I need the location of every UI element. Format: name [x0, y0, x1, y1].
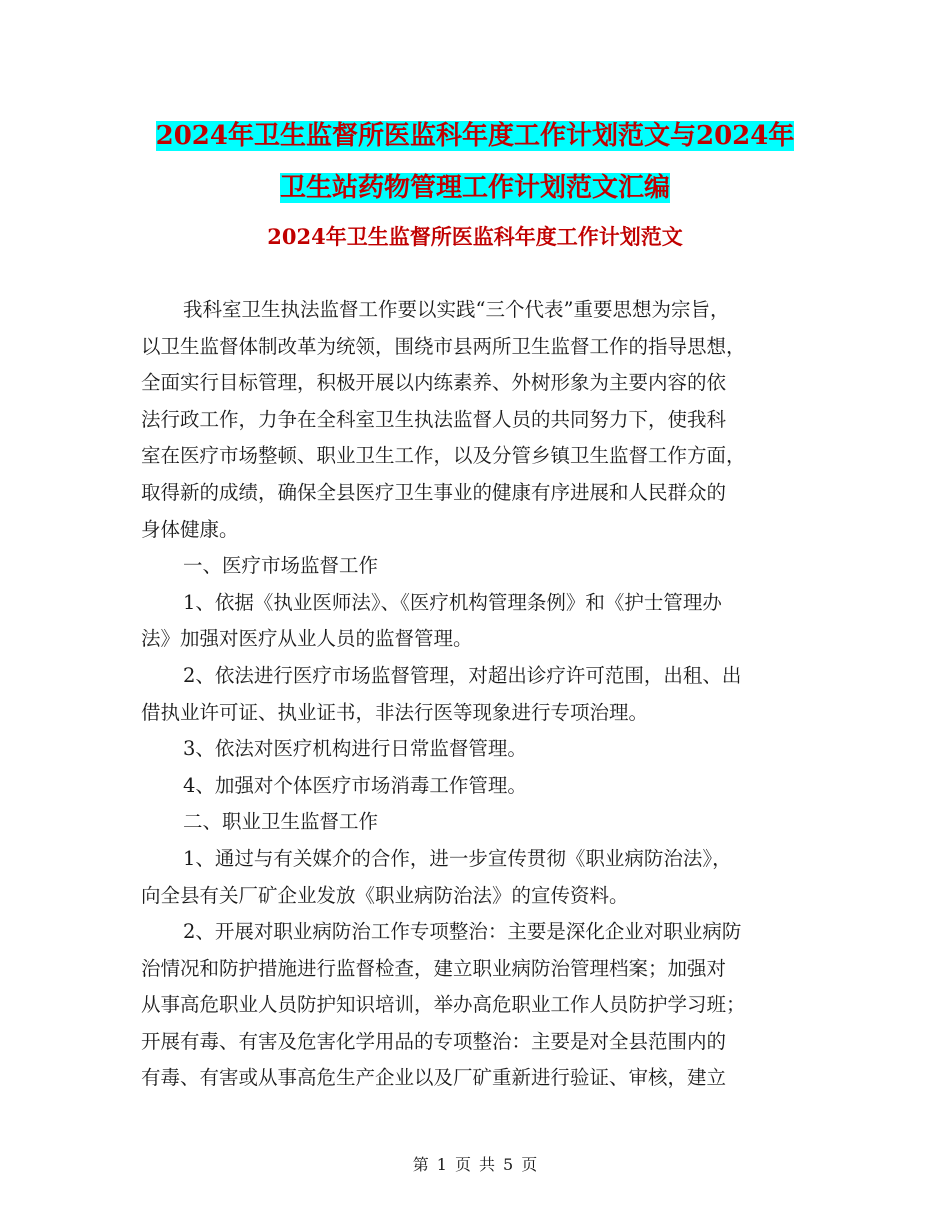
document-title	[0, 110, 950, 214]
title-line-2: 卫生站药物管理工作计划范文汇编	[279, 173, 670, 203]
footer-prefix: 第	[412, 1155, 429, 1174]
section-heading: 二、职业卫生监督工作	[183, 810, 379, 834]
page-total: 5	[503, 1155, 514, 1174]
page-footer	[0, 1152, 950, 1175]
body-line: 4、加强对个体医疗市场消毒工作管理。	[183, 773, 527, 797]
title-line-1: 2024年卫生监督所医监科年度工作计划范文与2024年	[155, 121, 795, 151]
body-line: 治情况和防护措施进行监督检查，建立职业病防治管理档案；加强对	[141, 956, 727, 980]
section-heading: 一、医疗市场监督工作	[183, 554, 379, 578]
footer-mid: 页	[454, 1155, 471, 1174]
page-number: 1	[436, 1155, 447, 1174]
body-line: 2、开展对职业病防治工作专项整治：主要是深化企业对职业病防	[183, 920, 742, 944]
body-line: 以卫生监督体制改革为统领，围绕市县两所卫生监督工作的指导思想，	[141, 334, 746, 358]
body-line: 开展有毒、有害及危害化学用品的专项整治：主要是对全县范围内的	[141, 1029, 727, 1053]
body-line: 1、通过与有关媒介的合作，进一步宣传贯彻《职业病防治法》，	[183, 846, 732, 870]
body-line: 取得新的成绩，确保全县医疗卫生事业的健康有序进展和人民群众的	[141, 480, 727, 504]
body-line: 从事高危职业人员防护知识培训，举办高危职业工作人员防护学习班；	[141, 993, 746, 1017]
body-line: 2、依法进行医疗市场监督管理，对超出诊疗许可范围，出租、出	[183, 663, 742, 687]
footer-suffix: 页	[521, 1155, 538, 1174]
section-title: 2024年卫生监督所医监科年度工作计划范文	[267, 224, 683, 249]
body-line: 身体健康。	[141, 517, 239, 541]
body-line: 室在医疗市场整顿、职业卫生工作，以及分管乡镇卫生监督工作方面，	[141, 444, 746, 468]
body-line: 全面实行目标管理，积极开展以内练素养、外树形象为主要内容的依	[141, 371, 727, 395]
body-line: 有毒、有害或从事高危生产企业以及厂矿重新进行验证、审核，建立	[141, 1066, 727, 1090]
body-line: 1、依据《执业医师法》、《医疗机构管理条例》和《护士管理办	[183, 590, 722, 614]
document-body	[141, 292, 813, 1097]
body-line: 3、依法对医疗机构进行日常监督管理。	[183, 737, 527, 761]
footer-total-prefix: 共	[479, 1155, 496, 1174]
body-line: 我科室卫生执法监督工作要以实践“三个代表”重要思想为宗旨，	[183, 298, 730, 321]
body-line: 借执业许可证、执业证书，非法行医等现象进行专项治理。	[141, 700, 649, 724]
body-line: 法行政工作，力争在全科室卫生执法监督人员的共同努力下，使我科	[141, 407, 727, 431]
body-line: 向全县有关厂矿企业发放《职业病防治法》的宣传资料。	[141, 883, 629, 907]
body-line: 法》加强对医疗从业人员的监督管理。	[141, 627, 473, 651]
